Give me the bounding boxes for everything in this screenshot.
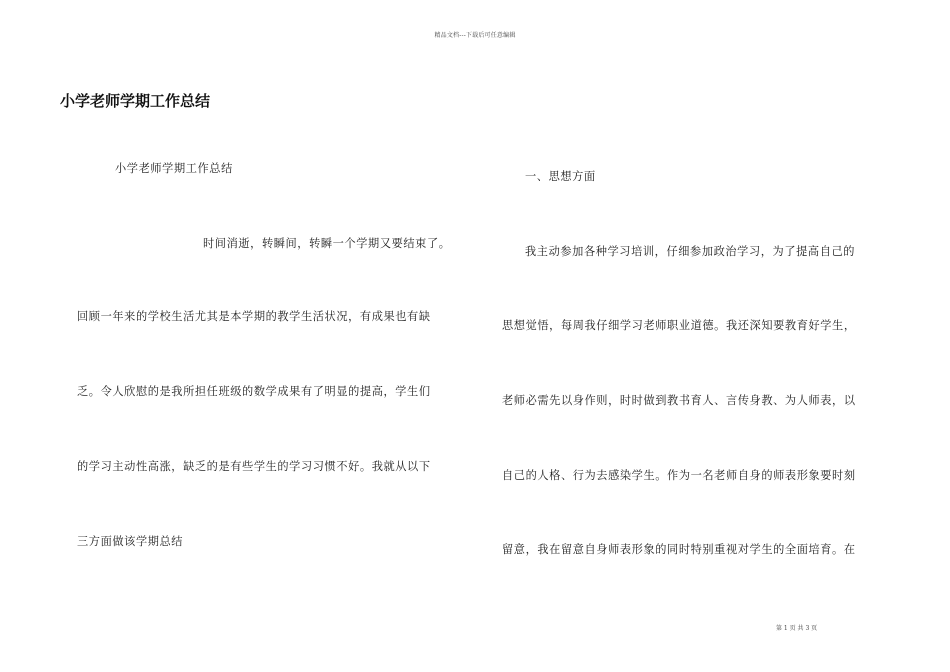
left-paragraph-line: 乏。令人欣慰的是我所担任班级的数学成果有了明显的提高，学生们 — [77, 385, 431, 398]
right-paragraph-line: 自己的人格、行为去感染学生。作为一名老师自身的师表形象要时刻 — [502, 469, 856, 482]
header-note: 精品文档---下载后可任意编辑 — [434, 32, 516, 39]
right-paragraph-line: 思想觉悟，每周我仔细学习老师职业道德。我还深知要教育好学生， — [502, 319, 856, 332]
left-paragraph-line: 的学习主动性高涨，缺乏的是有些学生的学习习惯不好。我就从以下 — [77, 460, 431, 473]
right-paragraph-line: 老师必需先以身作则，时时做到教书育人、言传身教、为人师表，以 — [502, 394, 856, 407]
right-paragraph-line: 我主动参加各种学习培训，仔细参加政治学习，为了提高自己的 — [525, 245, 856, 258]
page-indicator: 第 1 页 共 3 页 — [776, 625, 818, 632]
document-title: 小学老师学期工作总结 — [60, 92, 211, 110]
left-paragraph-line: 时间消逝，转瞬间，转瞬一个学期又要结束了。 — [203, 237, 451, 250]
left-paragraph-line: 三方面做该学期总结 — [77, 535, 184, 548]
section-heading: 一、思想方面 — [525, 170, 596, 183]
left-paragraph-line: 回顾一年来的学校生活尤其是本学期的教学生活状况，有成果也有缺 — [77, 310, 431, 323]
left-subtitle: 小学老师学期工作总结 — [115, 162, 233, 175]
right-paragraph-line: 留意，我在留意自身师表形象的同时特别重视对学生的全面培育。在 — [502, 543, 856, 556]
